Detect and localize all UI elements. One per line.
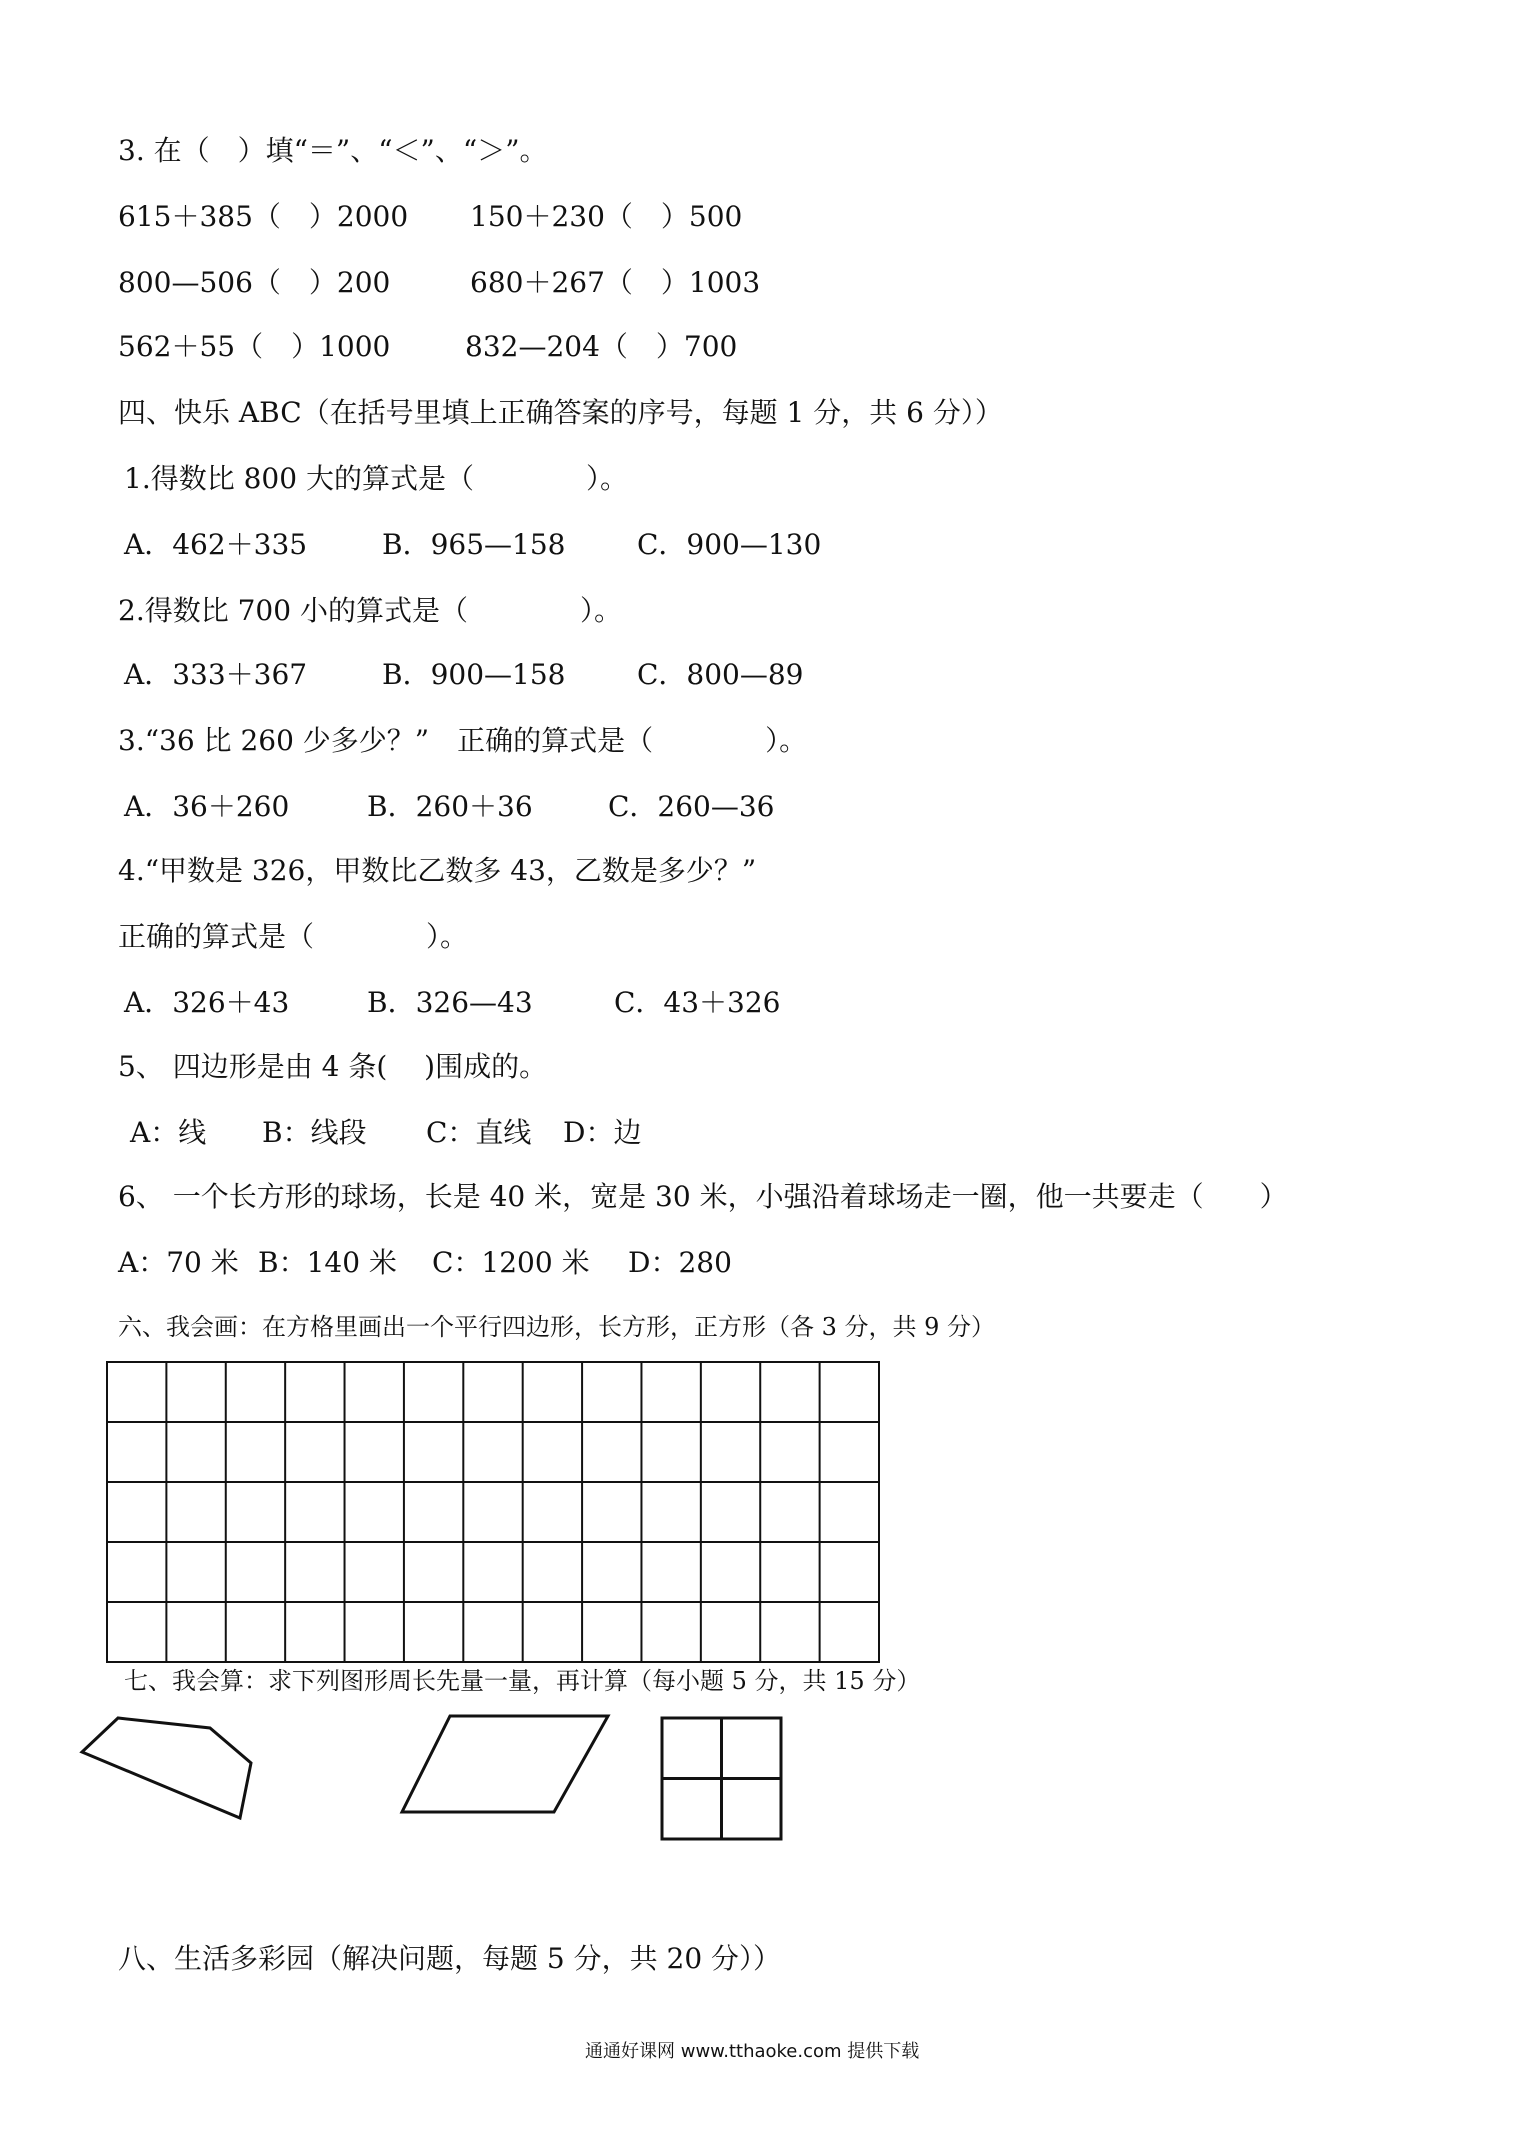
option: A．333＋367 — [124, 658, 308, 691]
option: C．260—36 — [608, 790, 775, 823]
question-stem: 2.得数比 700 小的算式是（ ）。 — [118, 594, 622, 627]
option: D：280 — [628, 1246, 732, 1279]
section4-title: 四、快乐 ABC（在括号里填上正确答案的序号，每题 1 分，共 6 分）） — [118, 396, 1003, 429]
comparison-item: 800—506（ ）200 — [118, 266, 391, 299]
question-stem: 4.“甲数是 326，甲数比乙数多 43，乙数是多少？” — [118, 854, 757, 887]
option: A：70 米 — [118, 1246, 239, 1279]
option: C：1200 米 — [432, 1246, 590, 1279]
option: B．260＋36 — [367, 790, 533, 823]
question-stem: 1.得数比 800 大的算式是（ ）。 — [124, 462, 628, 495]
option: B：线段 — [262, 1116, 367, 1149]
irregular-pentagon-figure — [82, 1718, 251, 1818]
option: C．900—130 — [637, 528, 822, 561]
square-four-cells-figure — [662, 1718, 781, 1839]
question-stem: 6、 一个长方形的球场，长是 40 米，宽是 30 米，小强沿着球场走一圈，他一共要走（ ） — [118, 1180, 1288, 1213]
option: B．326—43 — [367, 986, 533, 1019]
question-stem: 5、 四边形是由 4 条( )围成的。 — [118, 1050, 548, 1083]
comparison-item: 615＋385（ ）2000 — [118, 200, 409, 233]
grid-border — [107, 1362, 879, 1662]
section3-title: 3. 在（ ）填“＝”、“＜”、“＞”。 — [118, 134, 548, 167]
question-stem: 3.“36 比 260 少多少？” 正确的算式是（ ）。 — [118, 724, 808, 757]
option: B．900—158 — [382, 658, 566, 691]
comparison-item: 832—204（ ）700 — [465, 330, 738, 363]
question-stem-continued: 正确的算式是（ ）。 — [118, 920, 469, 953]
option: A：线 — [130, 1116, 207, 1149]
option: C．43＋326 — [614, 986, 781, 1019]
section7-title: 七、我会算：求下列图形周长先量一量，再计算（每小题 5 分，共 15 分） — [124, 1667, 921, 1695]
option: B：140 米 — [258, 1246, 397, 1279]
option: A．326＋43 — [124, 986, 290, 1019]
footer-credit: 通通好课网 www.tthaoke.com 提供下载 — [585, 2041, 920, 2062]
drawing-grid[interactable] — [107, 1362, 879, 1662]
option: A．36＋260 — [124, 790, 290, 823]
comparison-item: 562＋55（ ）1000 — [118, 330, 391, 363]
parallelogram-figure — [402, 1716, 608, 1812]
option: D：边 — [563, 1116, 642, 1149]
option: B．965—158 — [382, 528, 566, 561]
option: C．800—89 — [637, 658, 804, 691]
section8-title: 八、生活多彩园（解决问题，每题 5 分，共 20 分）） — [118, 1942, 782, 1975]
comparison-item: 680＋267（ ）1003 — [470, 266, 761, 299]
section6-title: 六、我会画：在方格里画出一个平行四边形，长方形，正方形（各 3 分，共 9 分） — [118, 1313, 996, 1341]
comparison-item: 150＋230（ ）500 — [470, 200, 743, 233]
option: A．462＋335 — [124, 528, 308, 561]
option: C：直线 — [426, 1116, 532, 1149]
